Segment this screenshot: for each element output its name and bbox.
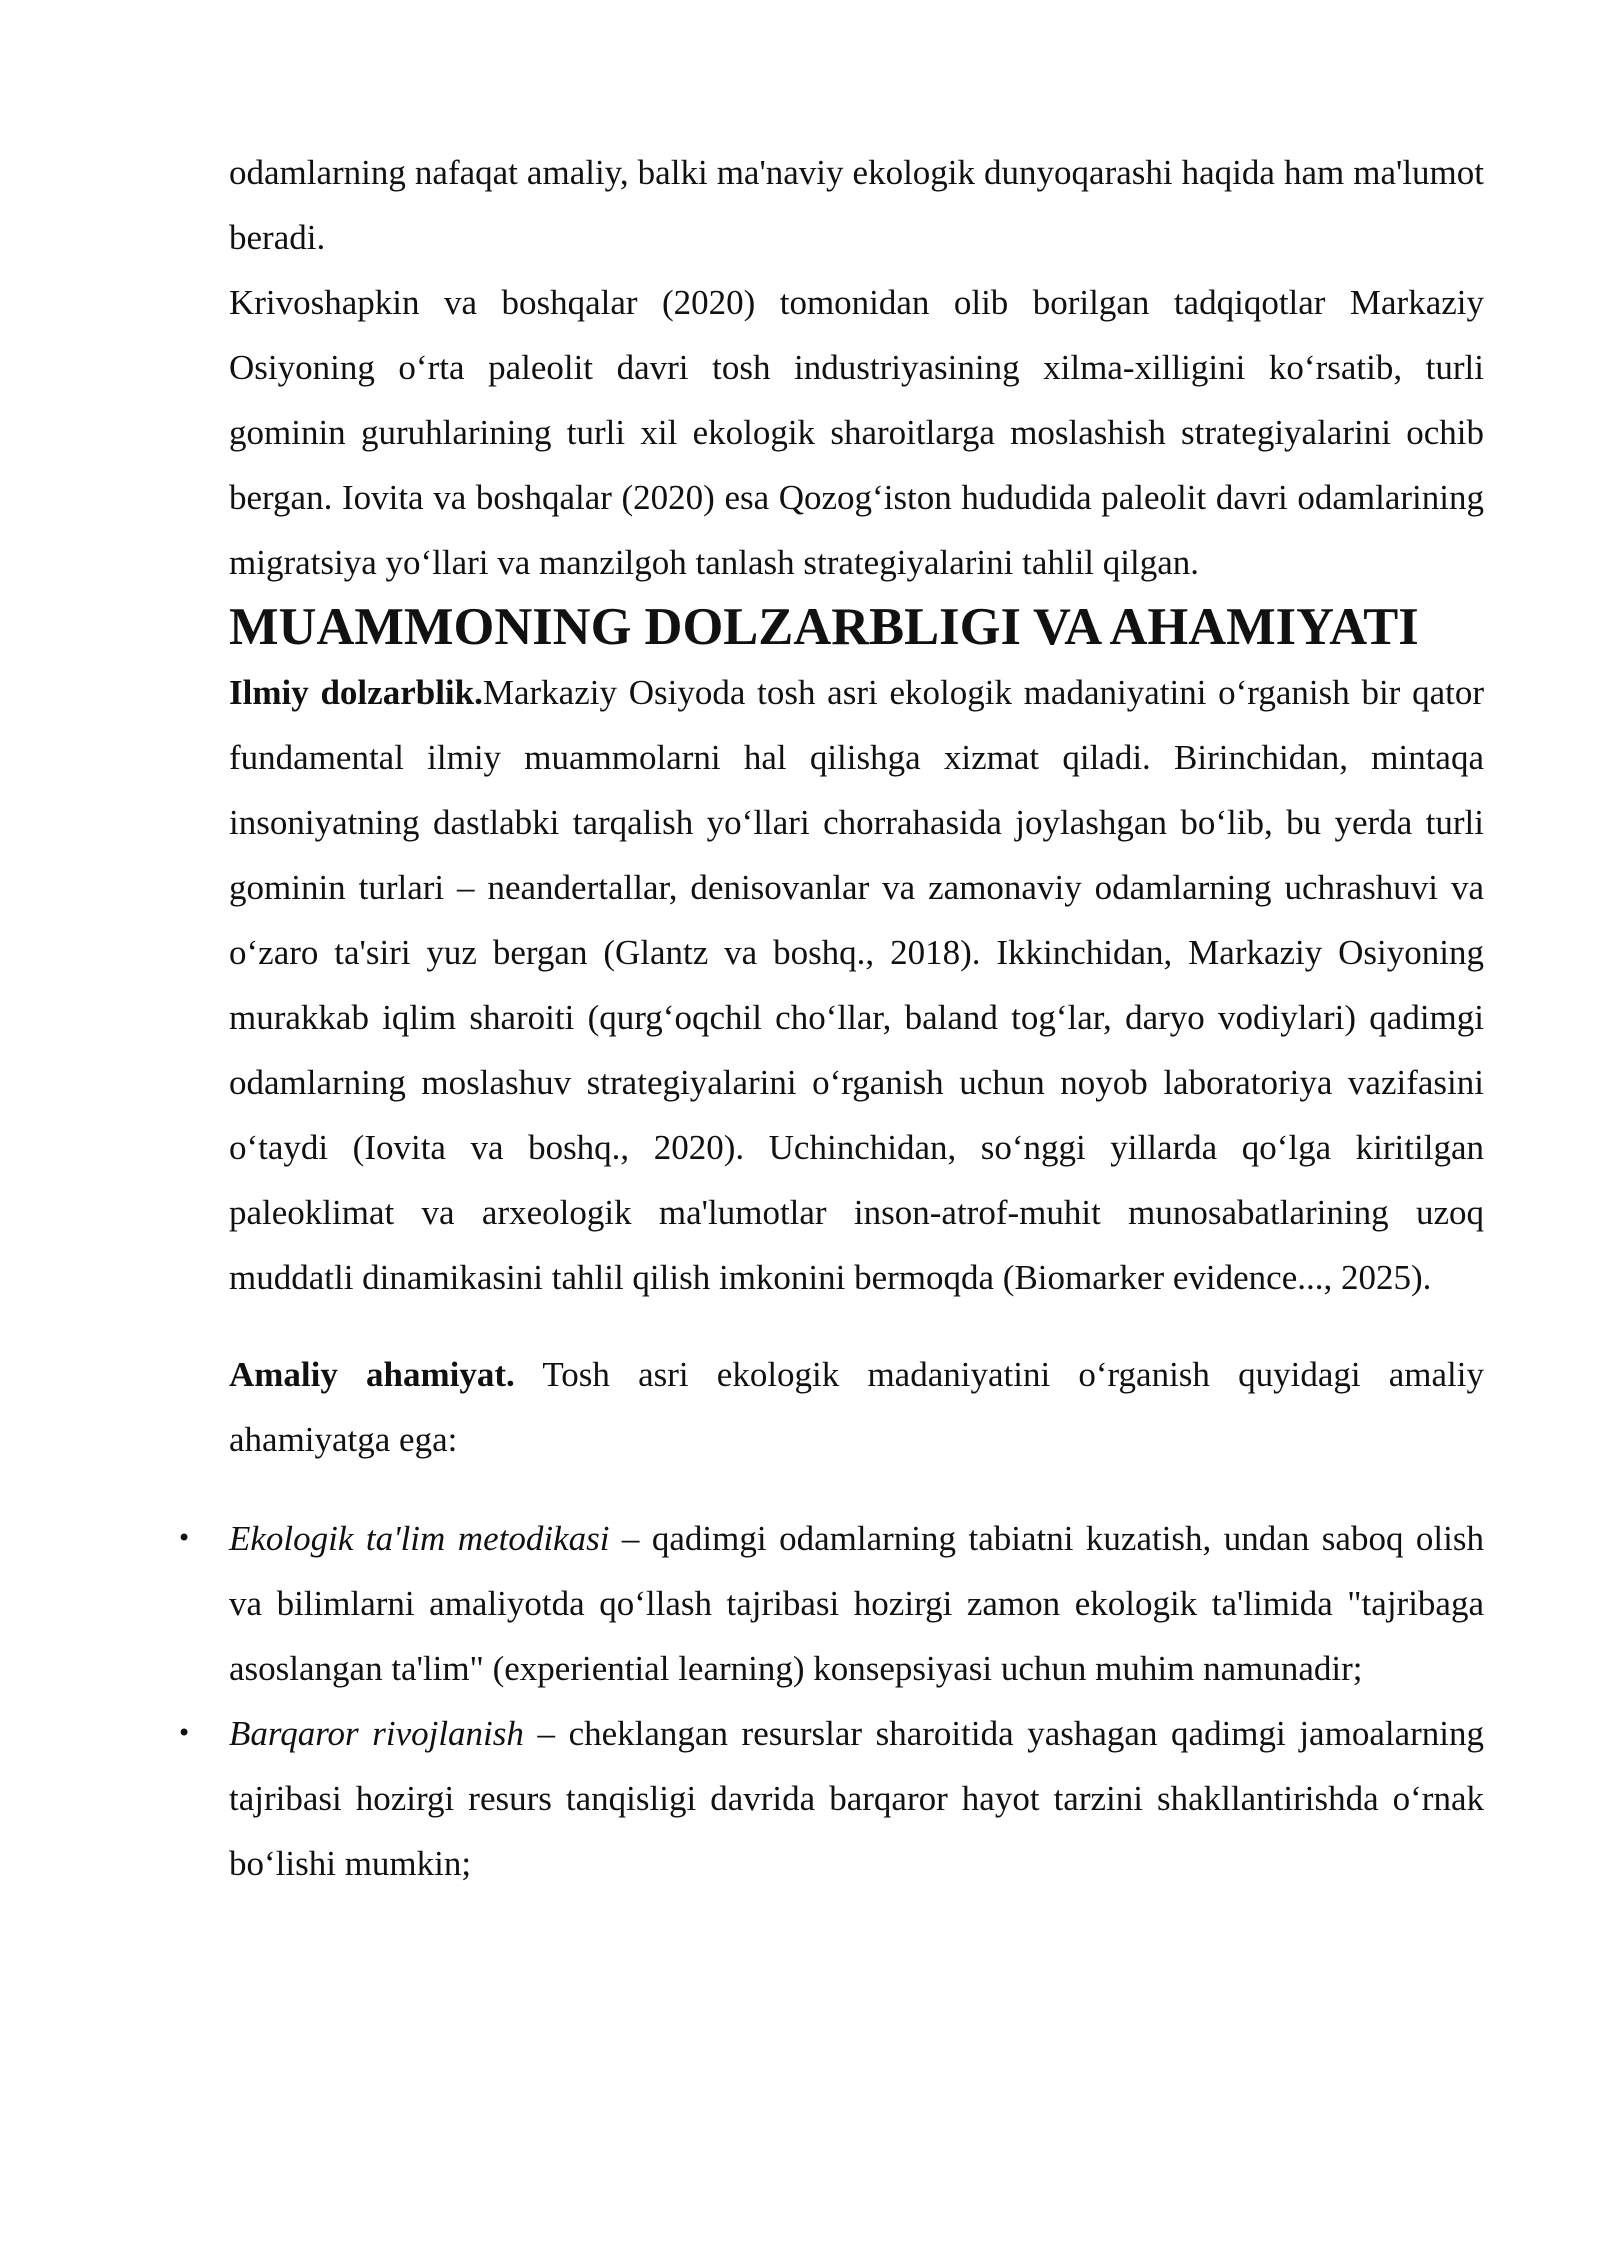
- bullet-icon: •: [177, 1719, 192, 1747]
- paragraph-intro-continuation: odamlarning nafaqat amaliy, balki ma'naviy ekologik dunyoqarashi haqida ham ma'lumot beradi.: [229, 153, 1484, 257]
- document-page: [177, 140, 1485, 1896]
- paragraph-practical-significance: [229, 1342, 1484, 1472]
- practical-significance-label: Amaliy ahamiyat.: [229, 1355, 515, 1394]
- practical-significance-text: Tosh asri ekologik madaniyatini o‘rganish quyidagi amaliy ahamiyatga ega:: [229, 1355, 1484, 1459]
- scientific-relevance-label: Ilmiy dolzarblik.: [229, 673, 483, 712]
- list-item-text: – qadimgi odamlarning tabiatni kuzatish, undan saboq olish va bilimlarni amaliyotda qo‘llash tajribasi hozirgi zamon ekologik ta'limida "tajribaga asoslangan ta'lim" (experiential learning) konsepsiyasi uchun muhim namunadir;: [229, 1519, 1485, 1688]
- list-item: [177, 1701, 1484, 1896]
- list-item-term: Barqaror rivojlanish: [229, 1714, 524, 1753]
- list-item: [177, 1506, 1485, 1701]
- practical-significance-list: [177, 1506, 1485, 1896]
- paragraph-scientific-relevance: [229, 660, 1484, 1310]
- list-item-text: – cheklangan resurslar sharoitida yashagan qadimgi jamoalarning tajribasi hozirgi resurs tanqisligi davrida barqaror hayot tarzini shakllantirishda o‘rnak bo‘lishi mumkin;: [229, 1714, 1484, 1883]
- scientific-relevance-text: Markaziy Osiyoda tosh asri ekologik madaniyatini o‘rganish bir qator fundamental ilmiy muammolarni hal qilishga xizmat qiladi. Birinchidan, mintaqa insoniyatning dastlabki tarqalish yo‘llari chorrahasida joylashgan bo‘lib, bu yerda turli gominin turlari – neandertallar, denisovanlar va zamonaviy odamlarning uchrashuvi va o‘zaro ta'siri yuz bergan (Glantz va boshq., 2018). Ikkinchidan, Markaziy Osiyoning murakkab iqlim sharoiti (qurg‘oqchil cho‘llar, baland tog‘lar, daryo vodiylari) qadimgi odamlarning moslashuv strategiyalarini o‘rganish uchun noyob laboratoriya vazifasini o‘taydi (Iovita va boshq., 2020). Uchinchidan, so‘nggi yillarda qo‘lga kiritilgan paleoklimat va arxeologik ma'lumotlar inson-atrof-muhit munosabatlarining uzoq muddatli dinamikasini tahlil qilish imkonini bermoqda (Biomarker evidence..., 2025).: [229, 673, 1484, 1297]
- list-item-term: Ekologik ta'lim metodikasi: [229, 1519, 610, 1558]
- section-heading: MUAMMONING DOLZARBLIGI VA AHAMIYATI: [229, 598, 1419, 656]
- paragraph-previous-research: Krivoshapkin va boshqalar (2020) tomonidan olib borilgan tadqiqotlar Markaziy Osiyoning o‘rta paleolit davri tosh industriyasining xilma-xilligini ko‘rsatib, turli gominin guruhlarining turli xil ekologik sharoitlarga moslashish strategiyalarini ochib bergan. Iovita va boshqalar (2020) esa Qozog‘iston hududida paleolit davri odamlarining migratsiya yo‘llari va manzilgoh tanlash strategiyalarini tahlil qilgan.: [229, 283, 1484, 582]
- bullet-icon: •: [177, 1524, 192, 1552]
